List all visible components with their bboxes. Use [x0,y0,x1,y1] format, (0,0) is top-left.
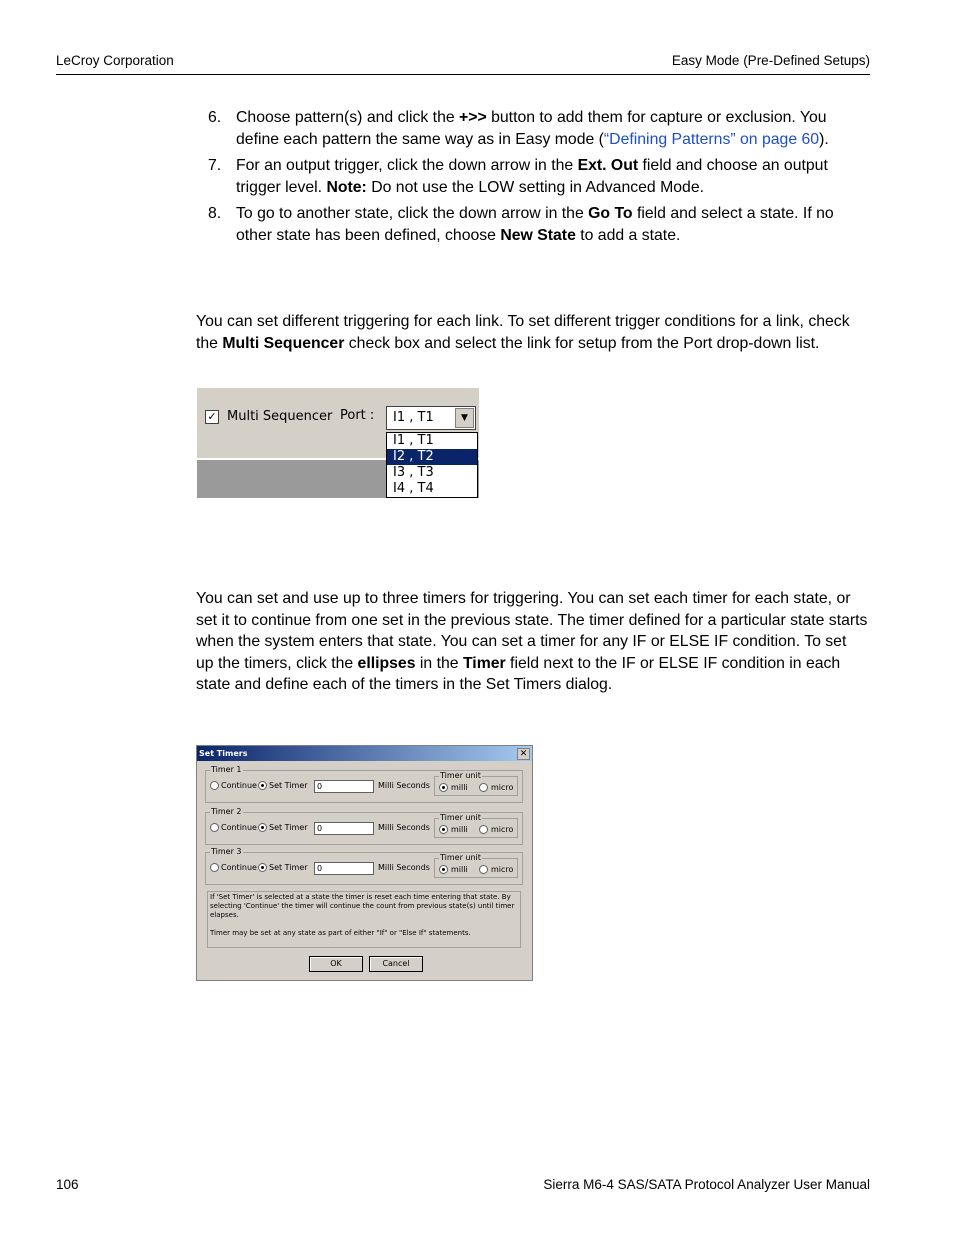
unit-text: Milli Seconds [378,823,430,832]
ok-button[interactable]: OK [309,956,363,972]
continue-radio[interactable] [210,863,219,872]
step-7 [208,155,873,198]
step-text: To go to another state, click the down arrow in the Go To field and select a state. If no other state has been defined, choose New State to add a state. [236,205,834,244]
dialog-title: Set Timers [199,749,248,758]
micro-label: micro [491,825,514,834]
timer-3-group [205,847,523,885]
set-timers-dialog [196,745,533,981]
step-text: Choose pattern(s) and click the +>> button to add them for capture or exclusion. You define each pattern the same way as in Easy mode (“Defining Patterns” on page 60). [236,109,829,148]
multi-sequencer-paragraph: You can set different triggering for each link. To set different trigger conditions for a link, check the Multi Sequencer check box and select the link for setup from the Port drop-down list. [196,313,850,352]
milli-radio[interactable] [439,783,448,792]
port-selected-value: I1 , T1 [393,410,434,425]
header-left: LeCroy Corporation [56,53,174,68]
step-number: 7. [208,157,222,174]
timer-unit-group [434,771,518,796]
milli-label: milli [451,825,468,834]
timer-label: Timer 1 [211,765,242,774]
timer-value-input[interactable]: 0 [314,862,374,875]
set-timer-radio[interactable] [258,781,267,790]
set-timer-label: Set Timer [269,863,308,872]
micro-radio[interactable] [479,825,488,834]
timer-unit-label: Timer unit [440,813,481,822]
note-line: Timer may be set at any state as part of either "If" or "Else If" statements. [210,929,471,937]
continue-radio[interactable] [210,823,219,832]
step-6 [208,107,873,150]
continue-label: Continue [221,781,257,790]
unit-text: Milli Seconds [378,781,430,790]
timer-1-group [205,765,523,803]
footer-title: Sierra M6-4 SAS/SATA Protocol Analyzer User Manual [543,1177,870,1192]
port-dropdown-list [386,432,478,498]
page-number: 106 [56,1177,79,1192]
micro-label: micro [491,783,514,792]
port-select[interactable] [386,406,476,430]
steps-list [208,107,873,251]
port-label: Port : [340,408,375,423]
timer-label: Timer 3 [211,847,242,856]
timer-value-input[interactable]: 0 [314,822,374,835]
continue-radio[interactable] [210,781,219,790]
timer-unit-label: Timer unit [440,853,481,862]
header-rule [56,74,870,75]
set-timer-label: Set Timer [269,781,308,790]
dialog-title-bar [197,746,532,761]
milli-label: milli [451,865,468,874]
port-option[interactable]: I1 , T1 [393,433,434,448]
timer-help-note [207,891,521,948]
timers-paragraph: You can set and use up to three timers for triggering. You can set each timer for each state, or set it to continue from one set in the previous state. The timer defined for a particular state starts when the system enters that state. You can set a timer for any IF or ELSE IF condition. To set up the timers, click the ellipses in the Timer field next to the IF or ELSE IF condition in each state and define each of the timers in the Set Timers dialog. [196,590,868,693]
defining-patterns-link[interactable]: “Defining Patterns” on page 60 [603,130,820,148]
port-option[interactable]: I3 , T3 [393,465,434,480]
port-option-highlighted[interactable]: I2 , T2 [387,449,477,465]
multi-sequencer-label: Multi Sequencer [227,409,333,424]
milli-radio[interactable] [439,865,448,874]
micro-label: micro [491,865,514,874]
set-timer-radio[interactable] [258,863,267,872]
multi-sequencer-checkbox[interactable]: ✓ [205,410,219,424]
timer-value-input[interactable]: 0 [314,780,374,793]
step-text: For an output trigger, click the down arrow in the Ext. Out field and choose an output trigger level. Note: Do not use the LOW setting in Advanced Mode. [236,157,828,196]
milli-label: milli [451,783,468,792]
timer-unit-group [434,813,518,838]
multi-sequencer-screenshot [197,388,479,498]
timer-2-group [205,807,523,845]
micro-radio[interactable] [479,783,488,792]
timer-unit-label: Timer unit [440,771,481,780]
set-timer-label: Set Timer [269,823,308,832]
step-number: 8. [208,205,222,222]
cancel-button[interactable]: Cancel [369,956,423,972]
dropdown-arrow-icon[interactable]: ▼ [455,408,474,428]
continue-label: Continue [221,863,257,872]
port-option[interactable]: I4 , T4 [393,481,434,496]
set-timer-radio[interactable] [258,823,267,832]
step-8 [208,203,873,246]
timer-label: Timer 2 [211,807,242,816]
step-number: 6. [208,109,222,126]
micro-radio[interactable] [479,865,488,874]
timer-unit-group [434,853,518,878]
close-icon[interactable]: ✕ [517,748,530,760]
unit-text: Milli Seconds [378,863,430,872]
milli-radio[interactable] [439,825,448,834]
continue-label: Continue [221,823,257,832]
note-line: If 'Set Timer' is selected at a state the timer is reset each time entering that state. By selecting 'Continue' the timer will continue the count from previous state(s) until timer elapses. [210,893,515,919]
header-right: Easy Mode (Pre-Defined Setups) [671,53,870,68]
